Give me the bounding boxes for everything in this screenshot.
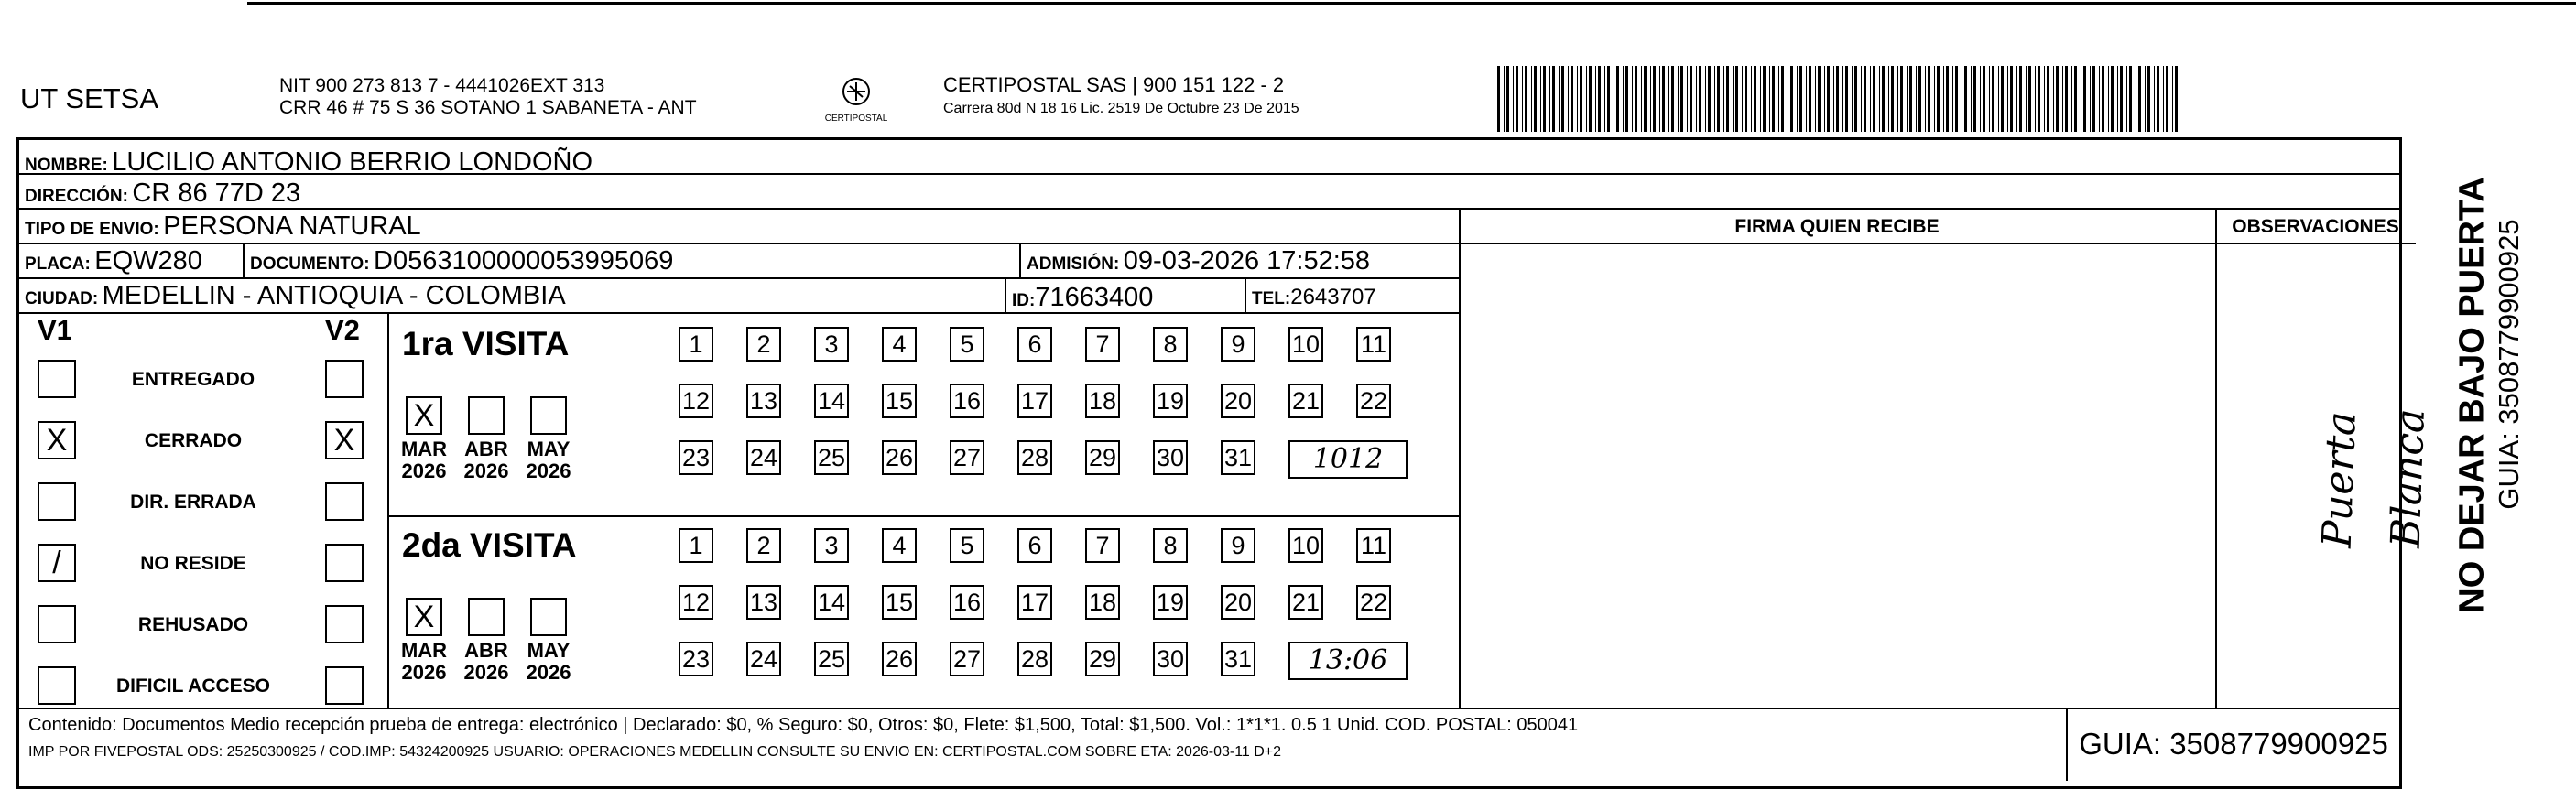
footer-imp: IMP POR FIVEPOSTAL ODS: 25250300925 / COD.IMP: 54324200925 USUARIO: OPERACIONES MEDELLIN CONSULTE SU ENVIO EN: CERTIPOSTAL.COM SOBRE ETA: 2026-03-11 D+2 [28,744,1282,760]
day-box[interactable]: 3 [814,528,849,563]
logo-caption: CERTIPOSTAL [824,114,888,124]
day-box[interactable]: 6 [1017,327,1052,362]
day-box[interactable]: 1 [679,528,713,563]
day-box[interactable]: 10 [1288,528,1323,563]
day-box[interactable]: 25 [814,642,849,676]
month-label [397,438,451,482]
certipostal-license: Carrera 80d N 18 16 Lic. 2519 De Octubre 23 De 2015 [943,101,1299,116]
tel-label: TEL: [1252,289,1291,308]
day-box[interactable]: 13 [746,384,781,418]
month-year: 2026 [526,459,571,482]
month-label [521,640,576,684]
day-box[interactable]: 17 [1017,384,1052,418]
day-box[interactable]: 9 [1221,528,1255,563]
nombre-value: LUCILIO ANTONIO BERRIO LONDOÑO [112,147,593,175]
day-box[interactable]: 11 [1356,528,1391,563]
day-box[interactable]: 3 [814,327,849,362]
day-box[interactable]: 8 [1153,327,1188,362]
month-year: 2026 [463,459,509,482]
month-checkbox[interactable] [406,396,442,435]
v2-checkbox[interactable] [325,482,364,521]
day-box[interactable]: 15 [882,384,917,418]
tipo-label: TIPO DE ENVIO: [25,220,159,239]
nit-line: NIT 900 273 813 7 - 4441026EXT 313 [279,75,605,96]
footer-contenido: Contenido: Documentos Medio recepción prueba de entrega: electrónico | Declarado: $0, % Seguro: $0, Otros: $0, Flete: $1,500, Total: $1,500. Vol.: 1*1*1. 0.5 1 Unid. COD. POSTAL: 050041 [28,715,1579,735]
company-address: CRR 46 # 75 S 36 SOTANO 1 SABANETA - ANT [279,97,697,118]
nombre-row [19,140,2399,175]
month-checkbox[interactable] [530,598,567,636]
v2-checkbox[interactable] [325,605,364,643]
firma-header: FIRMA QUIEN RECIBE [1459,210,2215,244]
month-year: 2026 [401,459,447,482]
day-box[interactable]: 10 [1288,327,1323,362]
certipostal-logo [815,75,897,126]
day-box[interactable]: 5 [950,327,984,362]
day-box[interactable]: 16 [950,384,984,418]
month-year: 2026 [401,661,447,684]
day-box[interactable]: 20 [1221,384,1255,418]
status-label: REHUSADO [137,614,249,635]
day-box[interactable]: 2 [746,327,781,362]
day-box[interactable]: 24 [746,642,781,676]
visit-time[interactable]: 13:06 [1288,642,1408,680]
day-box[interactable]: 20 [1221,585,1255,620]
day-box[interactable]: 18 [1085,384,1120,418]
month-name: MAY [527,438,571,460]
month-name: ABR [464,438,508,460]
day-box[interactable]: 19 [1153,585,1188,620]
month-name: MAR [400,639,448,662]
day-box[interactable]: 7 [1085,327,1120,362]
direccion-value: CR 86 77D 23 [132,178,301,208]
month-name: MAY [527,639,571,662]
tel-value: 2643707 [1290,285,1376,309]
visit-title: 2da VISITA [402,526,577,564]
id-value: 71663400 [1035,283,1154,312]
day-box[interactable]: 2 [746,528,781,563]
delivery-form [16,137,2434,789]
v2-checkbox[interactable] [325,360,364,398]
month-checkbox[interactable] [530,396,567,435]
day-box[interactable]: 15 [882,585,917,620]
day-box[interactable]: 28 [1017,642,1052,676]
id-label: ID: [1012,291,1036,310]
v1-checkbox[interactable] [38,666,76,705]
v1-checkbox[interactable] [38,482,76,521]
day-box[interactable]: 19 [1153,384,1188,418]
ciudad-value: MEDELLIN - ANTIOQUIA - COLOMBIA [102,281,566,310]
status-label: NO RESIDE [140,553,246,574]
month-mark: X [413,600,435,634]
v2-checkbox[interactable] [325,421,364,459]
day-box[interactable]: 18 [1085,585,1120,620]
day-box[interactable]: 31 [1221,642,1255,676]
status-label: DIR. ERRADA [130,492,256,513]
v1-checkbox[interactable] [38,605,76,643]
top-border-line [247,2,2576,5]
month-checkbox[interactable] [468,396,505,435]
day-box[interactable]: 25 [814,440,849,475]
day-box[interactable]: 13 [746,585,781,620]
day-box[interactable]: 4 [882,528,917,563]
tipo-value: PERSONA NATURAL [163,211,421,241]
status-label: ENTREGADO [131,369,255,390]
documento-label: DOCUMENTO: [250,254,370,274]
day-box[interactable]: 22 [1356,585,1391,620]
v1-checkbox[interactable] [38,421,76,459]
status-label: DIFICIL ACCESO [115,676,270,697]
month-checkbox[interactable] [468,598,505,636]
day-box[interactable]: 14 [814,384,849,418]
day-box[interactable]: 23 [679,642,713,676]
ciudad-row [19,279,1459,314]
placa-label: PLACA: [25,254,91,274]
day-box[interactable]: 12 [679,384,713,418]
day-box[interactable]: 31 [1221,440,1255,475]
day-box[interactable]: 1 [679,327,713,362]
visit-title: 1ra VISITA [402,325,570,362]
v2-header: V2 [325,314,360,346]
v1-mark: X [46,423,68,458]
day-box[interactable]: 6 [1017,528,1052,563]
ciudad-label: CIUDAD: [25,289,99,308]
certipostal-name: CERTIPOSTAL SAS | 900 151 122 - 2 [943,73,1285,96]
month-mark: X [413,398,435,433]
observacion-hand-1: Puerta [2313,410,2365,549]
company-name: UT SETSA [20,82,159,114]
day-box[interactable]: 30 [1153,642,1188,676]
day-box[interactable]: 5 [950,528,984,563]
visit-time[interactable]: 1012 [1288,440,1408,479]
day-box[interactable]: 23 [679,440,713,475]
direccion-row [19,175,2399,210]
day-box[interactable]: 28 [1017,440,1052,475]
day-box[interactable]: 11 [1356,327,1391,362]
day-box[interactable]: 9 [1221,327,1255,362]
day-box[interactable]: 16 [950,585,984,620]
month-label [521,438,576,482]
day-box[interactable]: 17 [1017,585,1052,620]
company-info [279,75,697,119]
v2-checkbox[interactable] [325,666,364,705]
side-guia: GUIA: 3508779900925 [2493,219,2525,510]
month-checkbox[interactable] [406,598,442,636]
direccion-label: DIRECCIÓN: [25,187,128,206]
day-box[interactable]: 22 [1356,384,1391,418]
side-panel [2418,92,2555,686]
v1-checkbox[interactable] [38,544,76,582]
day-box[interactable]: 26 [882,440,917,475]
day-box[interactable]: 26 [882,642,917,676]
day-box[interactable]: 12 [679,585,713,620]
placa-row [19,244,1459,279]
day-box[interactable]: 14 [814,585,849,620]
observaciones-header: OBSERVACIONES [2215,210,2416,244]
day-box[interactable]: 24 [746,440,781,475]
month-name: MAR [400,438,448,460]
month-label [459,438,514,482]
day-box[interactable]: 21 [1288,585,1323,620]
nombre-label: NOMBRE: [25,156,108,175]
day-box[interactable]: 30 [1153,440,1188,475]
day-box[interactable]: 8 [1153,528,1188,563]
day-box[interactable]: 27 [950,440,984,475]
status-label: CERRADO [144,430,243,451]
documento-value: D0563100000053995069 [374,246,674,276]
day-box[interactable]: 29 [1085,440,1120,475]
day-box[interactable]: 7 [1085,528,1120,563]
month-year: 2026 [463,661,509,684]
guia-footer: GUIA: 3508779900925 [2066,708,2399,781]
admision-value: 09-03-2026 17:52:58 [1123,246,1371,276]
no-dejar-label: NO DEJAR BAJO PUERTA [2452,177,2492,613]
v1-checkbox[interactable] [38,360,76,398]
month-label [397,640,451,684]
month-year: 2026 [526,661,571,684]
v1-mark: / [52,546,61,580]
admision-label: ADMISIÓN: [1027,254,1120,274]
placa-value: EQW280 [94,246,202,276]
tipo-row [19,210,1459,244]
month-label [459,640,514,684]
v2-checkbox[interactable] [325,544,364,582]
day-box[interactable]: 27 [950,642,984,676]
day-box[interactable]: 4 [882,327,917,362]
month-name: ABR [464,639,508,662]
day-box[interactable]: 21 [1288,384,1323,418]
barcode [1495,66,2179,132]
day-box[interactable]: 29 [1085,642,1120,676]
v1-header: V1 [38,314,72,346]
v2-mark: X [333,423,355,458]
observacion-hand-2: Blanca [2382,407,2434,549]
